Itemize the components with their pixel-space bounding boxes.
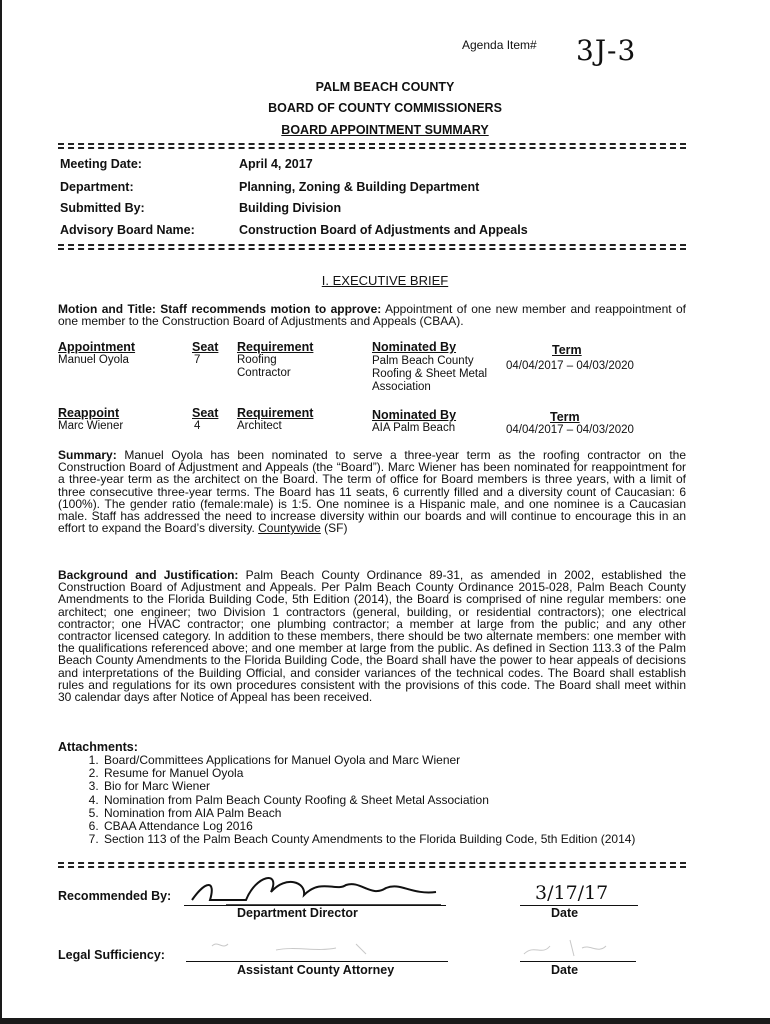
- motion-paragraph: [58, 303, 686, 327]
- appointment-requirement: Roofing Contractor: [237, 354, 291, 379]
- attachments-title: Attachments:: [58, 740, 138, 754]
- recommended-date: 3/17/17: [535, 882, 609, 904]
- appointment-nominated-by: Palm Beach County Roofing & Sheet Metal Association: [372, 355, 488, 393]
- director-caption: Department Director: [237, 906, 358, 920]
- reappoint-seat-header: Seat: [192, 406, 219, 420]
- summary-countywide: Countywide: [258, 521, 321, 536]
- faint-date-mark: [520, 934, 610, 960]
- reappoint-seat: 4: [194, 420, 201, 432]
- divider-top: [58, 143, 686, 149]
- appointment-name: Manuel Oyola: [58, 354, 129, 366]
- divider-middle: [58, 244, 686, 250]
- meeting-date-value: April 4, 2017: [239, 157, 313, 171]
- divider-bottom: [58, 862, 686, 868]
- faint-signature-mark: [206, 936, 406, 960]
- advisory-board-value: Construction Board of Adjustments and Appeals: [239, 223, 528, 237]
- scan-edge-bottom: [0, 1018, 770, 1024]
- section-title: I. EXECUTIVE BRIEF: [321, 273, 449, 288]
- recommended-date-line: [520, 905, 638, 906]
- summary-suffix: (SF): [320, 521, 348, 536]
- list-item: 5. Nomination from AIA Palm Beach: [102, 807, 712, 820]
- reappoint-requirement-header: Requirement: [237, 406, 314, 420]
- summary-label: Summary:: [58, 448, 117, 462]
- board-title: BOARD OF COUNTY COMMISSIONERS: [268, 101, 502, 115]
- submitted-by-label: Submitted By:: [60, 201, 145, 215]
- list-item: 7. Section 113 of the Palm Beach County Amendments to the Florida Building Code, 5th Edition (2014): [102, 833, 712, 846]
- background-paragraph: [58, 569, 686, 703]
- background-text: Palm Beach County Ordinance 89-31, as amended in 2002, established the Construction Board of Adjustment and Appeals. Per Palm Beach County Ordinance 2015-028, Palm Beach County Amendments to the Florida Building Code, 5th Edition (2014), the Board is comprised of nine regular members: one architect; one engineer; two Division 1 contractors (general, building, or residential contractors); one electrical contractor; one HVAC contractor; one plumbing contractor; a member at large from the public; and any other contractor licensed category. In addition to these members, there should be two alternate members: one member with the qualifications referenced above; and one member at large from the public. As defined in Section 113.3 of the Palm Beach County Amendments to the Florida Building Code, the Board shall have the power to hear appeals of decisions and interpretations of the Building Official, and consider variances of the technical codes. The Board shall establish rules and regulations for its own procedures consistent with the provisions of this code. The Board shall meet within 30 calendar days after Notice of Appeal has been received.: [58, 568, 686, 705]
- county-title: PALM BEACH COUNTY: [315, 80, 455, 94]
- list-item: 1. Board/Committees Applications for Manuel Oyola and Marc Wiener: [102, 754, 712, 767]
- date-caption: Date: [551, 906, 579, 920]
- reappoint-name: Marc Wiener: [58, 420, 124, 432]
- appointment-seat-header: Seat: [192, 340, 219, 354]
- reappoint-header: Reappoint: [58, 406, 120, 420]
- list-item: 2. Resume for Manuel Oyola: [102, 767, 712, 780]
- appointment-term: 04/04/2017 – 04/03/2020: [506, 360, 634, 372]
- list-item: 6. CBAA Attendance Log 2016: [102, 820, 712, 833]
- reappoint-nominated-by: AIA Palm Beach: [372, 422, 456, 434]
- recommended-by-label: Recommended By:: [58, 889, 172, 903]
- department-label: Department:: [60, 180, 134, 194]
- motion-text: Appointment of one new member and reappointment of one member to the Construction Board of Adjustments and Appeals (CBAA).: [58, 302, 686, 329]
- reappoint-requirement: Architect: [237, 420, 282, 432]
- appointment-header: Appointment: [58, 340, 136, 354]
- advisory-board-label: Advisory Board Name:: [60, 223, 195, 237]
- appointment-requirement-header: Requirement: [237, 340, 314, 354]
- attachments-list: [78, 754, 712, 846]
- appointment-nominated-header: Nominated By: [372, 340, 457, 354]
- submitted-by-value: Building Division: [239, 201, 342, 215]
- appointment-term-header: Term: [552, 343, 582, 357]
- appointment-seat: 7: [194, 354, 201, 366]
- summary-title: BOARD APPOINTMENT SUMMARY: [281, 123, 489, 137]
- legal-signature-line: [186, 961, 448, 962]
- reappoint-term-header: Term: [550, 410, 580, 424]
- motion-label: Motion and Title: Staff recommends motion to approve:: [58, 302, 382, 316]
- summary-text: Manuel Oyola has been nominated to serve a three-year term as the roofing contractor on the Construction Board of Adjustment and Appeals (the “Board”). Marc Wiener has been nominated for reappointment for a three-year term as the architect on the Board. The term of office for Board members is three years, with a limit of three consecutive three-year terms. The Board has 11 seats, 6 currently filled and a diversity count of Caucasian: 6 (100%). The gender ratio (female:male) is 1:5. One nominee is a Hispanic male, and one nominee is a Caucasian male. Staff has addressed the need to increase diversity within our boards and will continue to encourage this in an effort to expand the Board’s diversity.: [58, 448, 686, 536]
- legal-sufficiency-label: Legal Sufficiency:: [58, 948, 165, 962]
- legal-date-line: [520, 961, 636, 962]
- background-label: Background and Justification:: [58, 568, 239, 582]
- reappoint-nominated-header: Nominated By: [372, 408, 457, 422]
- list-item: 4. Nomination from Palm Beach County Roofing & Sheet Metal Association: [102, 794, 712, 807]
- agenda-item-number: 3J-3: [576, 34, 637, 67]
- summary-paragraph: [58, 449, 686, 534]
- list-item: 3. Bio for Marc Wiener: [102, 780, 712, 793]
- department-value: Planning, Zoning & Building Department: [239, 180, 480, 194]
- attorney-caption: Assistant County Attorney: [237, 963, 395, 977]
- director-signature: [186, 870, 446, 910]
- reappoint-term: 04/04/2017 – 04/03/2020: [506, 424, 634, 436]
- meeting-date-label: Meeting Date:: [60, 157, 142, 171]
- scan-edge-left: [0, 0, 2, 1024]
- legal-date-caption: Date: [551, 963, 579, 977]
- agenda-item-label: Agenda Item#: [462, 38, 537, 52]
